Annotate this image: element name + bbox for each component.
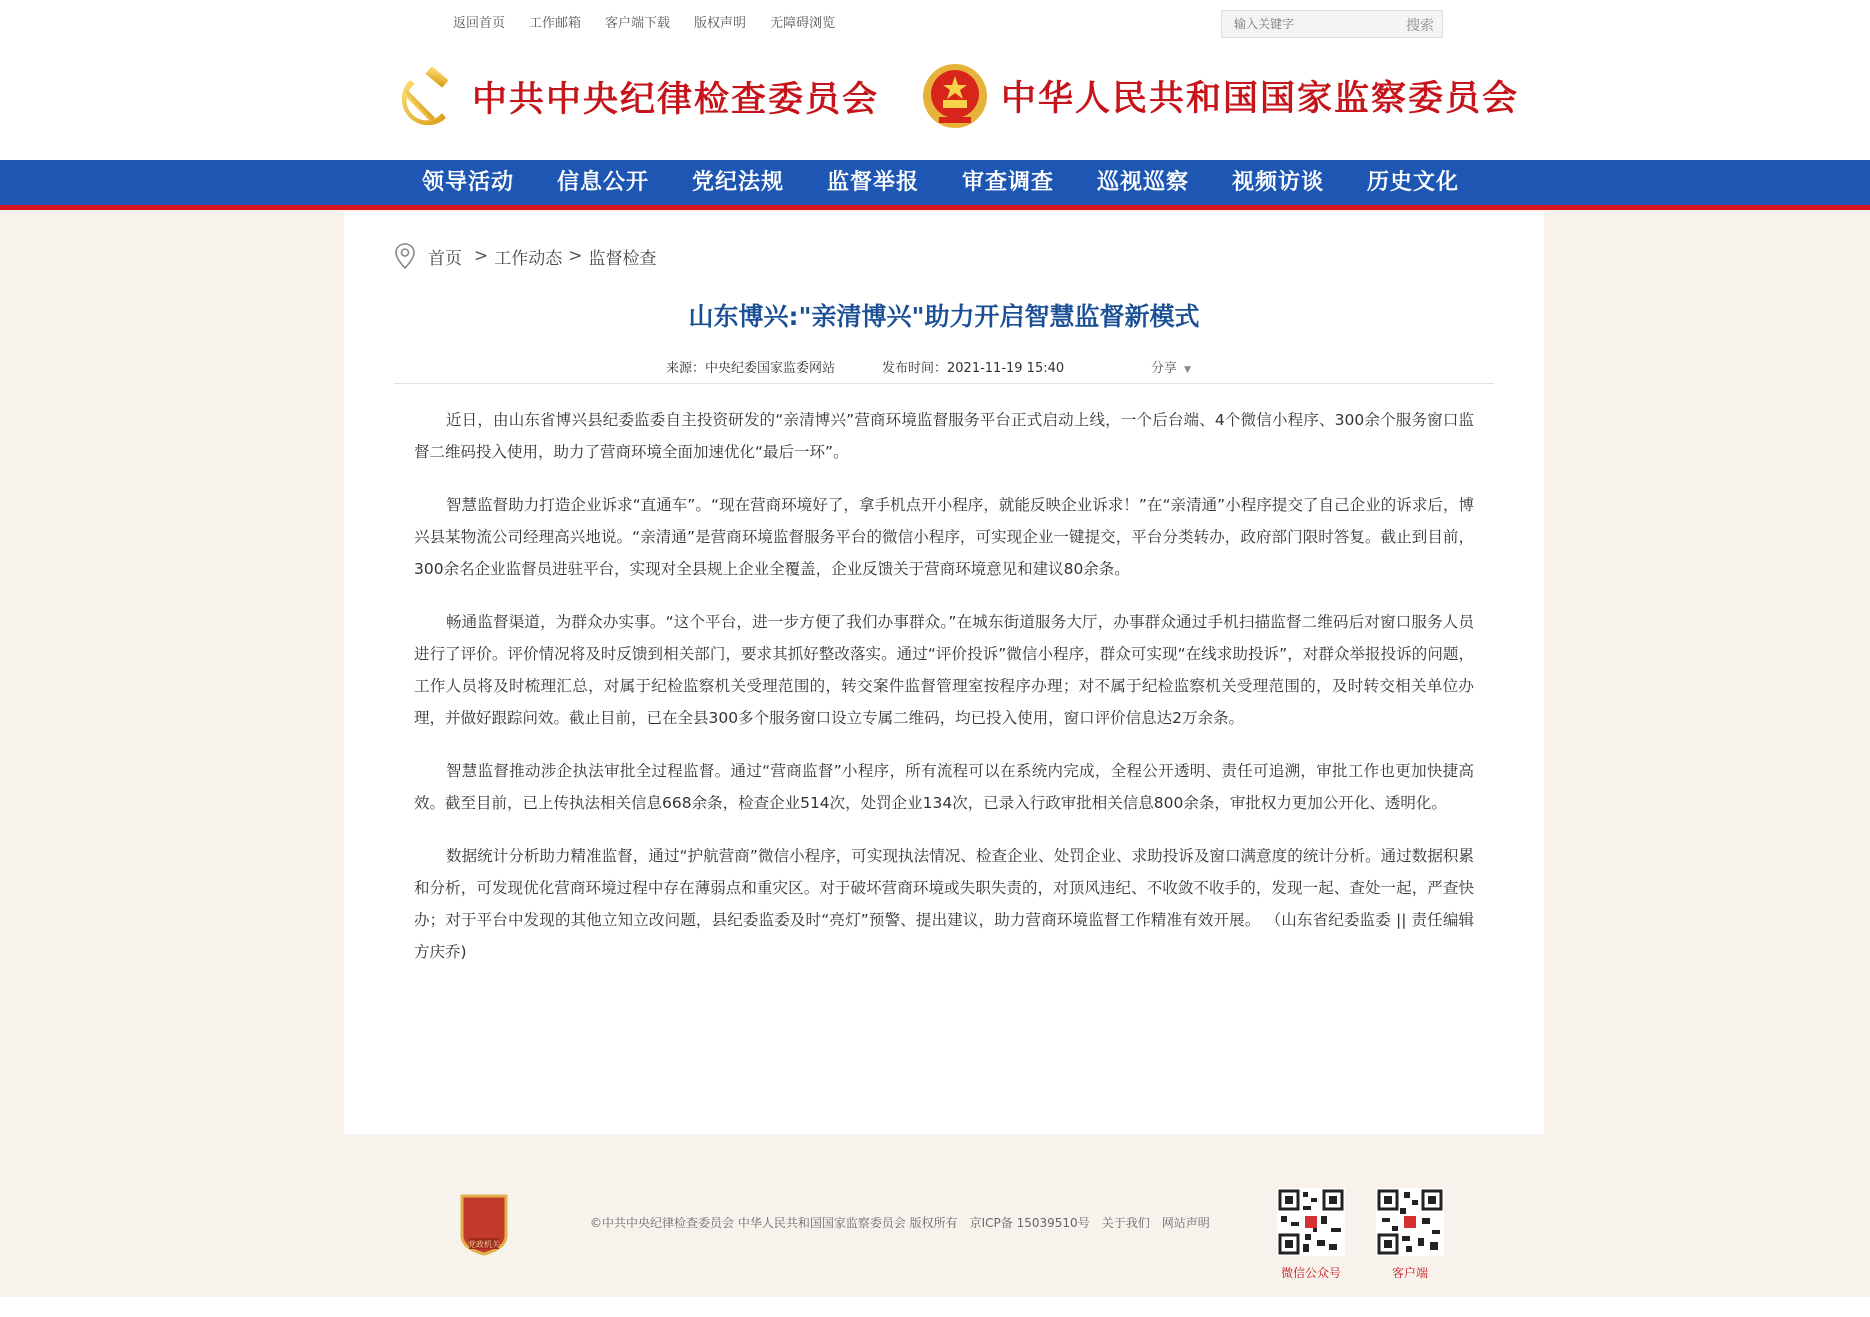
nav-regulations[interactable]: 党纪法规 [692, 169, 785, 195]
footer-copyright: ©中共中央纪律检查委员会 中华人民共和国国家监察委员会 版权所有 [590, 1216, 958, 1230]
breadcrumb [394, 242, 657, 270]
article-paragraph: 畅通监督渠道，为群众办实事。“这个平台，进一步方便了我们办事群众。”在城东街道服务大厅，办事群众通过手机扫描监督二维码后对窗口服务人员进行了评价。评价情况将及时反馈到相关部门，要求其抓好整改落实。通过“评价投诉”微信小程序，群众可实现“在线求助投诉”，对群众举报投诉的问题，工作人员将及时梳理汇总，对属于纪检监察机关受理范围的，转交案件监督管理室按程序办理；对不属于纪检监察机关受理范围的，及时转交相关单位办理，并做好跟踪问效。截止目前，已在全县300多个服务窗口设立专属二维码，均已投入使用，窗口评价信息达2万余条。 [414, 613, 1474, 727]
nsc-logo[interactable] [921, 62, 1519, 130]
nsc-logo-text: 中华人民共和国国家监察委员会 [1001, 78, 1520, 119]
article-date: 发布时间：2021-11-19 15:40 [882, 361, 1065, 376]
top-link-mail[interactable]: 工作邮箱 [529, 16, 582, 31]
bottom-strip [0, 1297, 1870, 1317]
article-paragraph: 近日，由山东省博兴县纪委监委自主投资研发的“亲清博兴”营商环境监督服务平台正式启动上线，一个后台端、4个微信小程序、300余个服务窗口监督二维码投入使用，助力了营商环境全面加速优化“最后一环”。 [414, 411, 1474, 461]
nav-supervision-report[interactable]: 监督举报 [827, 169, 920, 195]
top-link-copyright[interactable]: 版权声明 [694, 16, 747, 31]
qr-client-label: 客户端 [1391, 1266, 1428, 1280]
location-pin-icon [394, 242, 416, 270]
top-link-download[interactable]: 客户端下载 [605, 16, 671, 31]
breadcrumb-separator: > [474, 246, 489, 266]
breadcrumb-separator: > [568, 246, 583, 266]
search-input[interactable] [1232, 16, 1386, 32]
article-paragraph: 数据统计分析助力精准监督，通过“护航营商”微信小程序，可实现执法情况、检查企业、处罚企业、求助投诉及窗口满意度的统计分析。通过数据积累和分析，可发现优化营商环境过程中存在薄弱点和重灾区。对于破坏营商环境或失职失责的，对顶风违纪、不收敛不收手的，发现一起、查处一起，严查快办；对于平台中发现的其他立知立改问题，县纪委监委及时“亮灯”预警、提出建议，助力营商环境监督工作精准有效开展。 （山东省纪委监委 || 责任编辑 方庆乔) [414, 847, 1474, 961]
article-body [414, 404, 1474, 989]
breadcrumb-section[interactable]: 工作动态 [494, 248, 563, 269]
chevron-down-icon: ▼ [1184, 365, 1192, 375]
national-emblem-icon [921, 62, 989, 130]
footer-icp: 京ICP备 15039510号 [969, 1216, 1090, 1230]
search-button[interactable]: 搜索 [1406, 18, 1434, 34]
nav-inspection[interactable]: 巡视巡察 [1097, 169, 1190, 195]
qr-code-icon [1376, 1188, 1444, 1256]
top-links [453, 12, 835, 31]
nav-video[interactable]: 视频访谈 [1232, 169, 1325, 195]
article-container [344, 212, 1544, 1134]
nav-history[interactable]: 历史文化 [1367, 169, 1460, 195]
nav-leadership[interactable]: 领导活动 [422, 169, 515, 195]
article-paragraph: 智慧监督助力打造企业诉求“直通车”。“现在营商环境好了，拿手机点开小程序，就能反映企业诉求！”在“亲清通”小程序提交了自己企业的诉求后，博兴县某物流公司经理高兴地说。“亲清通”是营商环境监督服务平台的微信小程序，可实现企业一键提交，平台分类转办，政府部门限时答复。截止到目前，300余名企业监督员进驻平台，实现对全县规上企业全覆盖，企业反馈关于营商环境意见和建议80余条。 [414, 496, 1474, 578]
footer-about-link[interactable]: 关于我们 [1101, 1216, 1150, 1230]
ccdi-logo[interactable] [396, 66, 879, 128]
footer-statement-link[interactable]: 网站声明 [1161, 1216, 1210, 1230]
share-button[interactable] [1151, 357, 1191, 376]
ccdi-logo-text: 中共中央纪律检查委员会 [472, 79, 880, 120]
qr-code-icon [1277, 1188, 1345, 1256]
main-nav [0, 160, 1870, 210]
breadcrumb-current[interactable]: 监督检查 [588, 248, 657, 269]
top-link-home[interactable]: 返回首页 [453, 16, 506, 31]
search-box [1221, 10, 1443, 38]
footer-info [590, 1214, 1210, 1231]
article-source: 来源：中央纪委国家监委网站 [666, 361, 836, 376]
article-paragraph: 智慧监督推动涉企执法审批全过程监督。通过“营商监督”小程序，所有流程可以在系统内完成，全程公开透明、责任可追溯，审批工作也更加快捷高效。截至目前，已上传执法相关信息668余条，检查企业514次，处罚企业134次，已录入行政审批相关信息800余条，审批权力更加公开化、透明化。 [414, 762, 1474, 812]
nav-information[interactable]: 信息公开 [557, 169, 650, 195]
gov-emblem-text: 党政机关 [468, 1240, 500, 1249]
qr-wechat-label: 微信公众号 [1280, 1266, 1341, 1280]
gov-org-emblem[interactable] [456, 1192, 512, 1260]
share-label: 分享 [1151, 361, 1178, 376]
qr-wechat[interactable] [1277, 1188, 1345, 1281]
breadcrumb-home[interactable]: 首页 [428, 248, 462, 269]
divider [394, 383, 1494, 384]
qr-client[interactable] [1376, 1188, 1444, 1281]
top-link-accessibility[interactable]: 无障碍浏览 [770, 16, 836, 31]
nav-investigation[interactable]: 审查调查 [962, 169, 1055, 195]
hammer-sickle-icon [396, 66, 460, 128]
article-title: 山东博兴:"亲清博兴"助力开启智慧监督新模式 [688, 302, 1200, 331]
